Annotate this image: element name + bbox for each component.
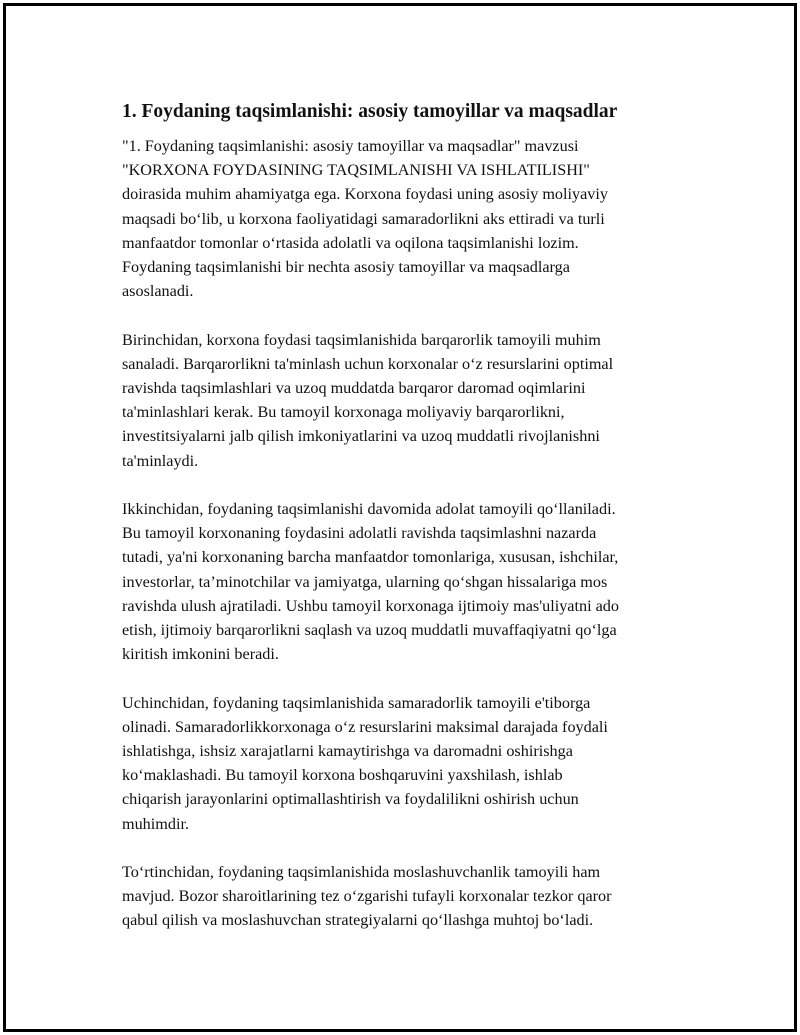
text-line: ishlatishga, ishsiz xarajatlarni kamaytirishga va daromadni oshirishga <box>122 742 573 761</box>
paragraph-flexibility <box>122 860 702 933</box>
paragraph-efficiency <box>122 691 702 836</box>
text-line: investitsiyalarni jalb qilish imkoniyatlarini va uzoq muddatli rivojlanishni <box>122 427 600 446</box>
text-line: tutadi, ya'ni korxonaning barcha manfaatdor tomonlariga, xususan, ishchilar, <box>122 548 619 567</box>
text-line: Uchinchidan, foydaning taqsimlanishida samaradorlik tamoyili e'tiborga <box>122 693 591 712</box>
text-line: ravishda ulush ajratiladi. Ushbu tamoyil korxonaga ijtimoiy mas'uliyatni ado <box>122 596 619 615</box>
text-line: ravishda taqsimlashlari va uzoq muddatda barqaror daromad oqimlarini <box>122 379 586 398</box>
paragraph-fairness <box>122 497 702 666</box>
page-frame <box>3 3 797 1032</box>
text-line: doirasida muhim ahamiyatga ega. Korxona foydasi uning asosiy moliyaviy <box>122 185 608 204</box>
text-line: investorlar, ta’minotchilar va jamiyatga, ularning qo‘shgan hissalariga mos <box>122 572 608 591</box>
text-line: kiritish imkonini beradi. <box>122 645 279 664</box>
text-line: maqsadi bo‘lib, u korxona faoliyatidagi samaradorlikni aks ettiradi va turli <box>122 209 605 228</box>
text-line: mavjud. Bozor sharoitlarining tez o‘zgarishi tufayli korxonalar tezkor qaror <box>122 887 612 906</box>
text-line: etish, ijtimoiy barqarorlikni saqlash va uzoq muddatli muvaffaqiyatni qo‘lga <box>122 621 617 640</box>
text-line: Foydaning taqsimlanishi bir nechta asosiy tamoyillar va maqsadlarga <box>122 258 570 277</box>
text-line: Ikkinchidan, foydaning taqsimlanishi davomida adolat tamoyili qo‘llaniladi. <box>122 500 616 519</box>
document-body <box>122 98 702 957</box>
text-line: qabul qilish va moslashuvchan strategiyalarni qo‘llashga muhtoj bo‘ladi. <box>122 911 594 930</box>
text-line: ta'minlaydi. <box>122 451 199 470</box>
text-line: manfaatdor tomonlar o‘rtasida adolatli va oqilona taqsimlanishi lozim. <box>122 233 579 252</box>
text-line: "KORXONA FOYDASINING TAQSIMLANISHI VA ISHLATILISHI" <box>122 161 590 180</box>
text-line: asoslanadi. <box>122 282 194 301</box>
paragraph-intro <box>122 134 702 303</box>
text-line: sanaladi. Barqarorlikni ta'minlash uchun korxonalar o‘z resurslarini optimal <box>122 354 614 373</box>
text-line: muhimdir. <box>122 814 190 833</box>
paragraph-stability <box>122 328 702 473</box>
text-line: ta'minlashlari kerak. Bu tamoyil korxonaga moliyaviy barqarorlikni, <box>122 403 565 422</box>
text-line: Bu tamoyil korxonaning foydasini adolatli ravishda taqsimlashni nazarda <box>122 524 597 543</box>
text-line: olinadi. Samaradorlikkorxonaga o‘z resurslarini maksimal darajada foydali <box>122 717 608 736</box>
text-line: ko‘maklashadi. Bu tamoyil korxona boshqaruvini yaxshilash, ishlab <box>122 766 563 785</box>
document-title: 1. Foydaning taqsimlanishi: asosiy tamoyillar va maqsadlar <box>122 101 618 122</box>
text-line: chiqarish jarayonlarini optimallashtirish va foydalilikni oshirish uchun <box>122 790 579 809</box>
text-line: "1. Foydaning taqsimlanishi: asosiy tamoyillar va maqsadlar" mavzusi <box>122 137 579 155</box>
text-line: Birinchidan, korxona foydasi taqsimlanishida barqarorlik tamoyili muhim <box>122 330 601 349</box>
text-line: To‘rtinchidan, foydaning taqsimlanishida moslashuvchanlik tamoyili ham <box>122 863 601 882</box>
